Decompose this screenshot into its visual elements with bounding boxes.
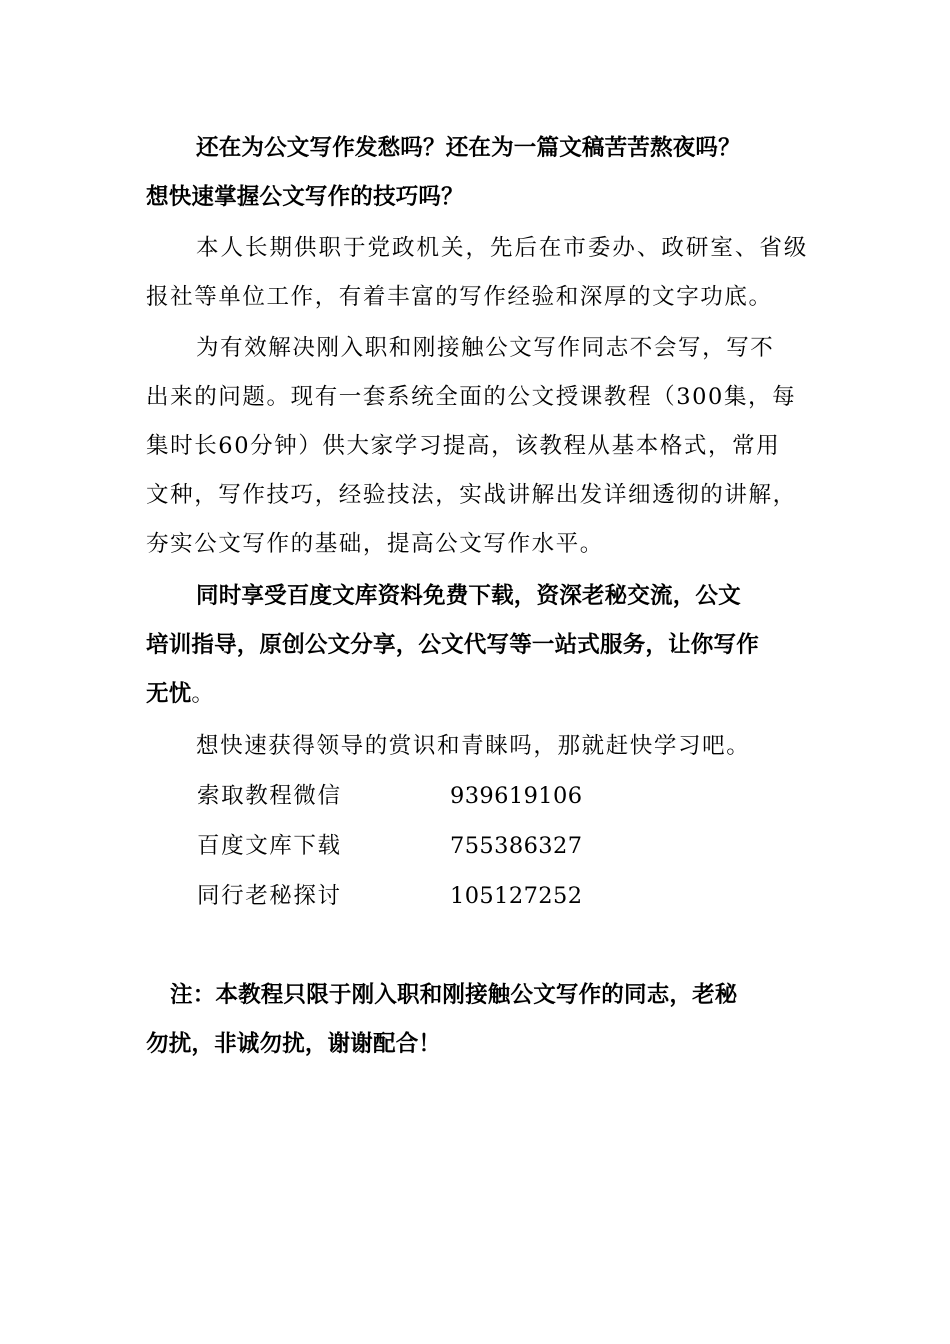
contact-label: 百度文库下载 <box>197 833 342 859</box>
contact-value: 755386327 <box>450 833 583 859</box>
course-line-4: 文种，写作技巧，经验技法，实战讲解出发详细透彻的讲解， <box>146 482 797 508</box>
headline-line-2: 想快速掌握公文写作的技巧吗？ <box>146 184 464 210</box>
note <box>146 971 808 1069</box>
headline-line-1: 还在为公文写作发愁吗？还在为一篇文稿苦苦熬夜吗？ <box>196 135 741 161</box>
contact-row-wechat <box>197 772 582 821</box>
contact-row-peers <box>197 872 582 921</box>
course-paragraph <box>146 324 808 569</box>
contact-label: 同行老秘探讨 <box>197 883 342 909</box>
contact-value: 105127252 <box>450 883 583 909</box>
note-line-1: 注：本教程只限于刚入职和刚接触公文写作的同志，老秘 <box>170 982 738 1008</box>
contact-value: 939619106 <box>450 783 583 809</box>
services-line-3: 无忧 <box>146 681 192 707</box>
services-line-3-wrap <box>146 670 808 719</box>
services-end-mark: 。 <box>191 681 216 707</box>
services-paragraph <box>146 572 808 719</box>
course-line-1: 为有效解决刚入职和刚接触公文写作同志不会写，写不 <box>196 335 775 361</box>
intro-paragraph: 本人长期供职于党政机关，先后在市委办、政研室、省级报社等单位工作，有着丰富的写作经验和深厚的文字功底。 <box>146 235 808 310</box>
services-line-2: 培训指导，原创公文分享，公文代写等一站式服务，让你写作 <box>146 632 759 658</box>
course-line-2: 出来的问题。现有一套系统全面的公文授课教程（300集，每 <box>146 384 797 410</box>
services-line-1: 同时享受百度文库资料免费下载，资深老秘交流，公文 <box>196 583 741 609</box>
course-line-3: 集时长60分钟）供大家学习提高，该教程从基本格式，常用 <box>146 433 781 459</box>
course-line-5: 夯实公文写作的基础，提高公文写作水平。 <box>146 531 604 557</box>
headline <box>146 124 808 222</box>
call-to-action: 想快速获得领导的赏识和青睐吗，那就赶快学习吧。 <box>196 733 751 759</box>
contact-row-baidu <box>197 822 582 871</box>
contact-label: 索取教程微信 <box>197 783 342 809</box>
note-line-2: 勿扰，非诚勿扰，谢谢配合！ <box>146 1031 442 1057</box>
